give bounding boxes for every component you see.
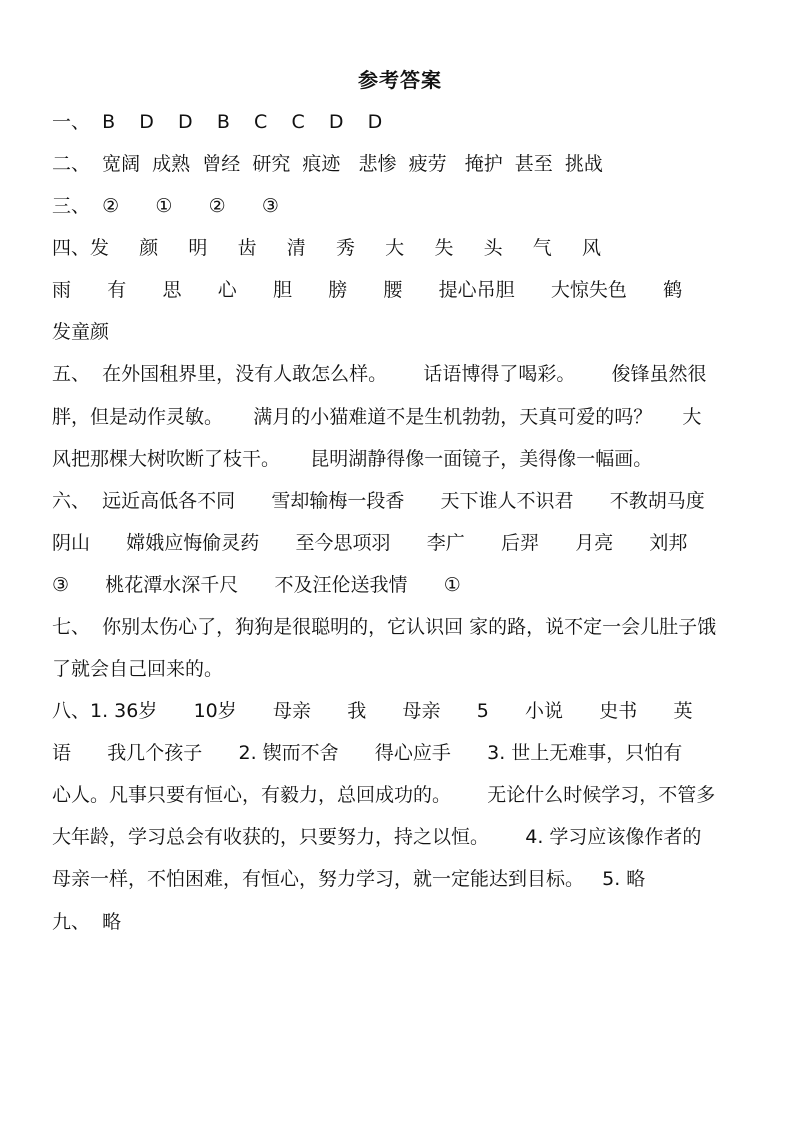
page-title: 参考答案 [358,68,442,92]
answer-line-10: 六、 远近高低各不同 雪却输梅一段香 天下谁人不识君 不教胡马度 [52,490,705,512]
answer-line-18: 大年龄，学习总会有收获的，只要努力，持之以恒。 4. 学习应该像作者的 [52,826,702,848]
answer-line-4: 四、发 颜 明 齿 清 秀 大 失 头 气 风 [52,237,601,259]
answer-line-8: 胖，但是动作灵敏。 满月的小猫难道不是生机勃勃，天真可爱的吗？ 大 [52,406,702,428]
answer-line-17: 心人。凡事只要有恒心，有毅力，总回成功的。 无论什么时候学习，不管多 [52,784,716,806]
answer-line-19: 母亲一样，不怕困难，有恒心，努力学习，就一定能达到目标。 5. 略 [52,868,646,890]
answer-line-7: 五、 在外国租界里，没有人敢怎么样。 话语博得了喝彩。 俊锋虽然很 [52,363,707,385]
answer-line-6: 发童颜 [52,321,110,343]
answer-line-15: 八、1. 36岁 10岁 母亲 我 母亲 5 小说 史书 英 [52,700,693,722]
answer-line-1: 一、 B D D B C C D D [52,111,383,133]
answer-line-9: 风把那棵大树吹断了枝干。 昆明湖静得像一面镜子，美得像一幅画。 [52,448,653,470]
answer-line-11: 阴山 嫦娥应悔偷灵药 至今思项羽 李广 后羿 月亮 刘邦 [52,532,688,554]
answer-line-13: 七、 你别太伤心了，狗狗是很聪明的，它认识回 家的路，说不定一会儿肚子饿 [52,616,717,638]
answer-line-5: 雨 有 思 心 胆 膀 腰 提心吊胆 大惊失色 鹤 [52,279,683,301]
answer-line-2: 二、 宽阔 成熟 曾经 研究 痕迹 悲惨 疲劳 掩护 甚至 挑战 [52,153,603,175]
answer-line-16: 语 我几个孩子 2. 锲而不舍 得心应手 3. 世上无难事，只怕有 [52,742,683,764]
answer-line-12: ③ 桃花潭水深千尺 不及汪伦送我情 ① [52,574,461,596]
answer-line-14: 了就会自己回来的。 [52,658,224,680]
answer-line-3: 三、 ② ① ② ③ [52,195,279,217]
answer-line-20: 九、 略 [52,911,122,933]
